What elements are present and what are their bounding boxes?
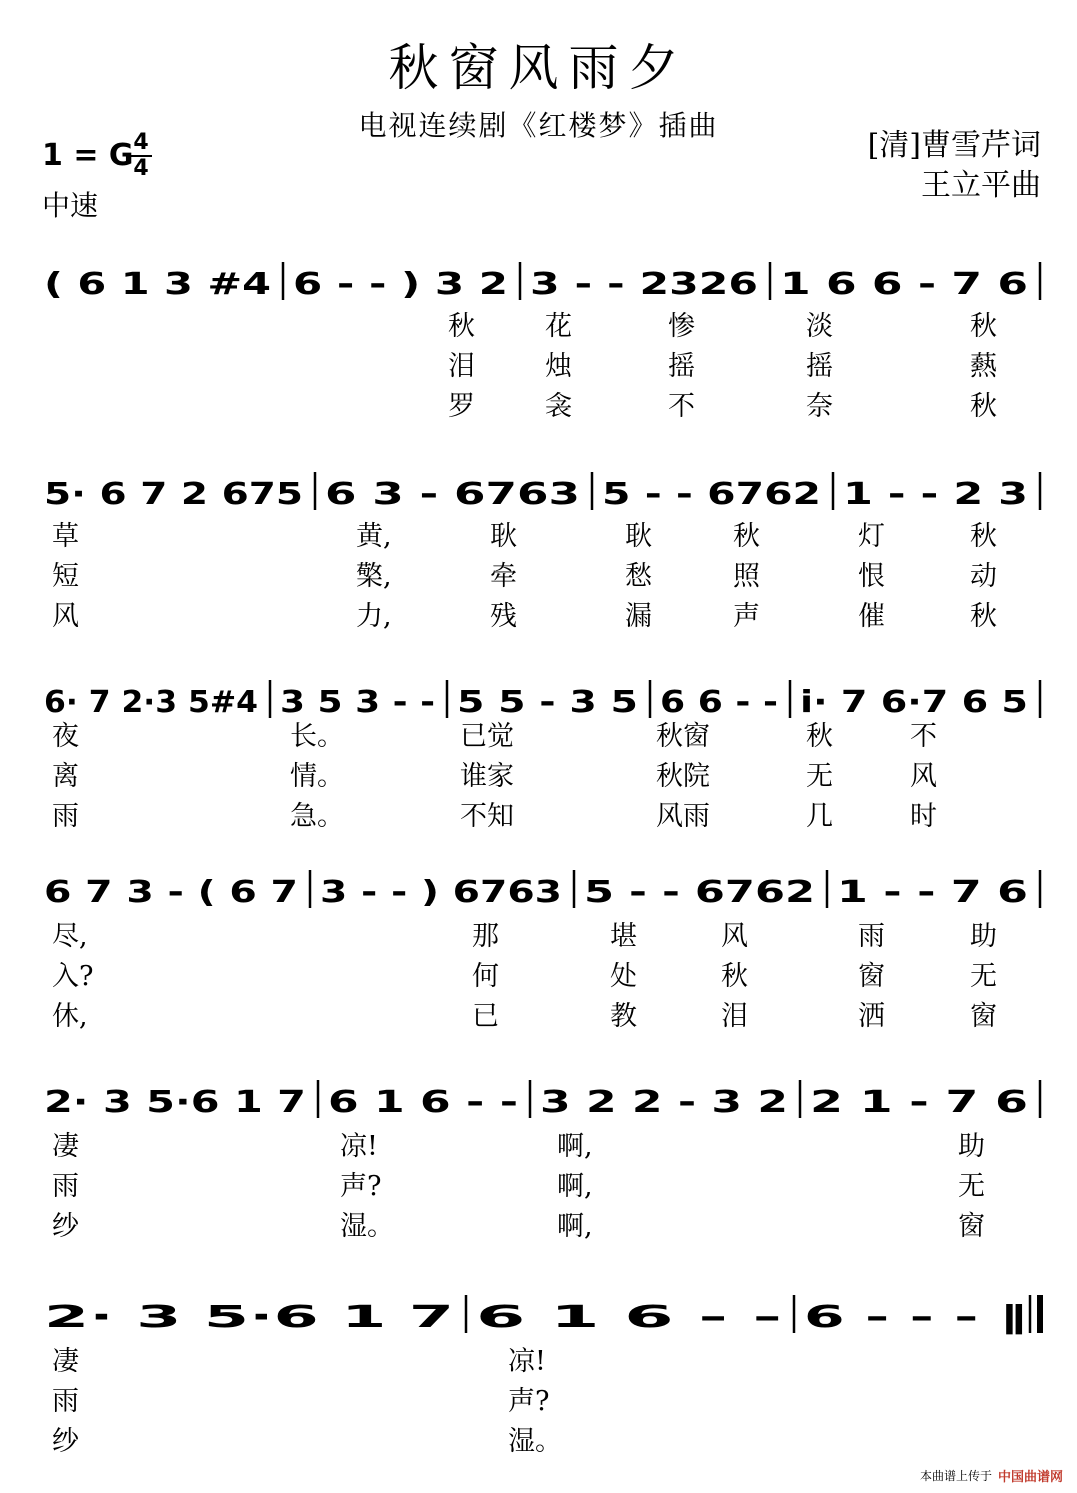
lyric-word: 凄 xyxy=(52,1346,79,1377)
lyric-word: 那 xyxy=(472,921,499,952)
lyric-word: 秋 xyxy=(970,311,997,342)
measure-notation: 1 - - 7 6 xyxy=(837,875,1028,910)
lyric-word: 无 xyxy=(970,961,997,992)
lyric-word: 烛 xyxy=(545,351,572,382)
lyric-word: 处 xyxy=(610,961,637,992)
lyric-word: 啊, xyxy=(557,1211,593,1242)
lyric-word: 雨 xyxy=(858,921,885,952)
lyric-word: 风 xyxy=(52,601,79,632)
lyric-word: 耿 xyxy=(490,521,517,552)
measure-notation: 1 - - 2 3 xyxy=(843,477,1028,512)
lyric-word: 秋 xyxy=(733,521,760,552)
lyric-word: 凄 xyxy=(52,1131,79,1162)
lyric-word: 秋窗 xyxy=(656,721,710,752)
measure-notation: 6 - - ) 3 2 xyxy=(293,267,508,302)
lyric-word: 湿。 xyxy=(508,1426,562,1457)
lyric-word: 秋 xyxy=(806,721,833,752)
time-signature-bottom: 4 xyxy=(133,156,149,181)
measure-notation: 1 6 6 - 7 6 xyxy=(780,267,1028,302)
lyric-word: 洒 xyxy=(858,1001,885,1032)
measure-notation: 2 1 - 7 6 xyxy=(810,1085,1028,1120)
page-title: 秋窗风雨夕 xyxy=(388,39,689,97)
lyric-word: 堪 xyxy=(610,921,637,952)
lyric-word: 力, xyxy=(356,601,392,632)
lyric-word: 湿。 xyxy=(340,1211,394,1242)
footer-text: 本曲谱上传于 xyxy=(919,1469,992,1483)
lyricist-credit: [清]曹雪芹词 xyxy=(867,128,1041,163)
lyric-word: 秋 xyxy=(970,601,997,632)
lyric-word: 风 xyxy=(721,921,748,952)
lyric-word: 急。 xyxy=(290,801,344,832)
lyric-word: 罗 xyxy=(448,391,475,422)
lyric-word: 助 xyxy=(970,921,997,952)
composer-credit: 王立平曲 xyxy=(921,168,1041,203)
lyric-word: 声? xyxy=(508,1386,550,1417)
lyric-word: 夜 xyxy=(52,721,79,752)
lyric-word: 雨 xyxy=(52,1386,79,1417)
lyric-word: 恨 xyxy=(858,561,885,592)
lyric-word: 啊, xyxy=(557,1131,593,1162)
lyric-word: 无 xyxy=(958,1171,985,1202)
lyric-word: 无 xyxy=(806,761,833,792)
lyric-word: 雨 xyxy=(52,801,79,832)
measure-notation: 5 - - 6762 xyxy=(602,477,821,512)
lyric-word: 漏 xyxy=(625,601,652,632)
lyric-word: 啊, xyxy=(557,1171,593,1202)
lyric-word: 风雨 xyxy=(656,801,710,832)
lyric-word: 纱 xyxy=(52,1426,79,1457)
lyric-word: 草 xyxy=(52,521,79,552)
lyric-word: 时 xyxy=(910,801,937,832)
measure-notation: 6 1 6 - - xyxy=(476,1300,782,1335)
measure-notation: 5 5 - 3 5 xyxy=(457,685,638,720)
measure-notation: 2· 3 5·6 1 7 xyxy=(44,1085,306,1120)
measure-notation: 3 - - 2326 xyxy=(530,267,758,302)
time-signature-top: 4 xyxy=(133,130,149,155)
lyric-word: 黄, xyxy=(356,521,392,552)
lyric-word: 已觉 xyxy=(460,721,514,752)
lyric-word: 愁 xyxy=(625,561,652,592)
measure-notation: 6 7 3 - ( 6 7 xyxy=(44,875,298,910)
measure-notation: 6 3 - 6763 xyxy=(325,477,580,512)
lyric-word: 入? xyxy=(52,961,94,992)
lyric-word: 几 xyxy=(806,801,833,832)
lyric-word: 离 xyxy=(52,761,79,792)
lyric-word: 休, xyxy=(52,1001,88,1032)
measure-notation: 3 - - ) 6763 xyxy=(320,875,562,910)
lyric-word: 不知 xyxy=(460,801,514,832)
lyric-word: 花 xyxy=(545,311,572,342)
lyric-word: 衾 xyxy=(545,391,572,422)
lyric-word: 奈 xyxy=(806,391,833,422)
lyric-word: 牵 xyxy=(490,561,517,592)
lyric-word: 已 xyxy=(472,1001,499,1032)
measure-notation: 3 2 2 - 3 2 xyxy=(540,1085,788,1120)
lyric-word: 泪 xyxy=(721,1001,748,1032)
lyric-word: 凉! xyxy=(508,1346,546,1377)
lyric-word: 助 xyxy=(958,1131,985,1162)
lyric-word: 短 xyxy=(52,561,79,592)
lyric-word: 何 xyxy=(472,961,499,992)
lyric-word: 淡 xyxy=(806,311,833,342)
measure-notation: 6 - - - ‖ xyxy=(804,1300,1028,1335)
measure-notation: 6· 7 2·3 5#4 xyxy=(44,685,258,720)
lyric-word: 檠, xyxy=(356,561,392,592)
lyric-word: 动 xyxy=(970,561,997,592)
tempo-marking: 中速 xyxy=(42,189,99,222)
lyric-word: 爇 xyxy=(970,351,997,382)
lyric-word: 秋 xyxy=(970,391,997,422)
lyric-word: 不 xyxy=(668,391,695,422)
lyric-word: 灯 xyxy=(858,521,885,552)
lyric-word: 尽, xyxy=(52,921,88,952)
lyric-word: 秋 xyxy=(448,311,475,342)
lyric-word: 摇 xyxy=(806,351,833,382)
lyric-word: 窗 xyxy=(970,1001,997,1032)
measure-notation: 5· 6 7 2 675 xyxy=(44,477,303,512)
measure-notation: i· 7 6·7 6 5 xyxy=(800,685,1028,720)
lyric-word: 不 xyxy=(910,721,937,752)
lyric-word: 窗 xyxy=(958,1211,985,1242)
measure-notation: ( 6 1 3 #4 xyxy=(44,267,271,302)
measure-notation: 3 5 3 - - xyxy=(280,685,435,720)
lyric-word: 凉! xyxy=(340,1131,378,1162)
lyric-word: 摇 xyxy=(668,351,695,382)
lyric-word: 声 xyxy=(733,601,760,632)
lyric-word: 纱 xyxy=(52,1211,79,1242)
key-signature: 1 = G xyxy=(42,138,134,173)
site-logo: 中国曲谱网 xyxy=(997,1470,1063,1485)
lyric-word: 谁家 xyxy=(460,761,514,792)
measure-notation: 6 1 6 - - xyxy=(328,1085,518,1120)
lyric-word: 风 xyxy=(910,761,937,792)
lyric-word: 秋 xyxy=(970,521,997,552)
lyric-word: 残 xyxy=(490,601,517,632)
lyric-word: 雨 xyxy=(52,1171,79,1202)
lyric-word: 长。 xyxy=(290,721,344,752)
lyric-word: 窗 xyxy=(858,961,885,992)
measure-notation: 6 6 - - xyxy=(660,685,778,720)
lyric-word: 催 xyxy=(858,601,885,632)
lyric-word: 惨 xyxy=(668,311,695,342)
lyric-word: 教 xyxy=(610,1001,637,1032)
lyric-word: 情。 xyxy=(290,761,344,792)
page-subtitle: 电视连续剧《红楼梦》插曲 xyxy=(358,109,719,142)
footer xyxy=(920,1466,1063,1485)
measure-notation: 5 - - 6762 xyxy=(584,875,815,910)
lyric-word: 秋院 xyxy=(656,761,710,792)
lyric-word: 照 xyxy=(733,561,760,592)
lyric-word: 秋 xyxy=(721,961,748,992)
lyric-word: 声? xyxy=(340,1171,382,1202)
lyric-word: 耿 xyxy=(625,521,652,552)
lyric-word: 泪 xyxy=(448,351,475,382)
measure-notation: 2· 3 5·6 1 7 xyxy=(44,1300,454,1335)
